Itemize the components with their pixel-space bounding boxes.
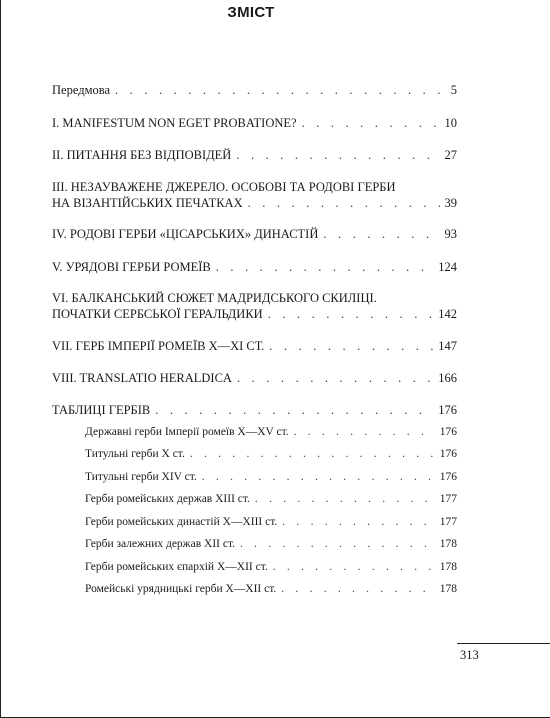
dot-leader [237, 370, 433, 386]
toc-entry [52, 179, 457, 211]
toc-subentry-title: Герби ромейських династій X—XIII ст. [85, 516, 278, 528]
toc-page-number: 176 [439, 448, 457, 460]
toc-page-number: 178 [439, 561, 457, 573]
toc-subentry [52, 446, 457, 462]
toc-entry [52, 290, 457, 322]
footer-rule [457, 643, 550, 644]
dot-leader [248, 195, 440, 211]
toc-entry-title: ТАБЛИЦІ ГЕРБІВ [52, 403, 151, 417]
toc-entry-title: IV. РОДОВІ ГЕРБИ «ЦІСАРСЬКИХ» ДИНАСТІЙ [52, 227, 319, 241]
toc-page-number: 177 [439, 493, 457, 505]
toc-page-number: 176 [439, 426, 457, 438]
toc-entry-title: I. MANIFESTUM NON EGET PROBATIONE? [52, 116, 297, 130]
toc-subentry-title: Титульні герби X ст. [85, 448, 185, 460]
dot-leader [294, 424, 435, 440]
toc-entry [52, 338, 457, 354]
toc-page-number: 177 [439, 516, 457, 528]
page-title: ЗМІСТ [227, 4, 275, 21]
toc-subentry [52, 536, 457, 552]
toc-entry-title: III. НЕЗАУВАЖЕНЕ ДЖЕРЕЛО. ОСОБОВІ ТА РОДОВІ ГЕРБИ [52, 180, 396, 194]
toc-entry [52, 402, 457, 418]
dot-leader [273, 559, 435, 575]
toc-page-number: 124 [438, 260, 457, 274]
toc-subentry-title: Ромейські урядницькі герби X—XII ст. [85, 583, 277, 595]
dot-leader [115, 82, 446, 98]
toc-page-number: 93 [444, 227, 457, 241]
toc-entry-title: II. ПИТАННЯ БЕЗ ВІДПОВІДЕЙ [52, 148, 232, 162]
toc-entry-title: V. УРЯДОВІ ГЕРБИ РОМЕЇВ [52, 260, 211, 274]
toc-page-number: 147 [438, 339, 457, 353]
toc-entry [52, 370, 457, 386]
toc-subentry [52, 559, 457, 575]
toc-page-number: 176 [439, 471, 457, 483]
toc-subentry-title: Титульні герби XIV ст. [85, 471, 197, 483]
dot-leader [268, 306, 434, 322]
dot-leader [255, 491, 435, 507]
dot-leader [240, 536, 435, 552]
dot-leader [302, 115, 440, 131]
toc-subentry [52, 469, 457, 485]
toc-subentry [52, 581, 457, 597]
toc-entry-title: Передмова [52, 83, 111, 97]
dot-leader [282, 514, 434, 530]
toc-subentry-title: Герби ромейських єпархій X—XII ст. [85, 561, 268, 573]
page-number: 313 [460, 648, 479, 662]
toc-page-number: 5 [450, 83, 457, 97]
toc-page-number: 166 [438, 371, 457, 385]
toc-subentry-title: Герби ромейських держав XIII ст. [85, 493, 250, 505]
toc-page-number: 176 [438, 403, 457, 417]
toc-subentry [52, 424, 457, 440]
toc-page-number: 10 [444, 116, 457, 130]
toc-subentry-title: Герби залежних держав XII ст. [85, 538, 236, 550]
toc-entry [52, 259, 457, 275]
dot-leader [190, 446, 435, 462]
toc-entry-title: VII. ГЕРБ ІМПЕРІЇ РОМЕЇВ X—XI СТ. [52, 339, 265, 353]
dot-leader [323, 226, 439, 242]
dot-leader [155, 402, 433, 418]
toc-entry-title-continued: ПОЧАТКИ СЕРБСЬКОЇ ГЕРАЛЬДИКИ [52, 307, 263, 321]
toc-page-number: 27 [444, 148, 457, 162]
toc-entry-title-continued: НА ВІЗАНТІЙСЬКИХ ПЕЧАТКАХ [52, 196, 243, 210]
toc-entry [52, 147, 457, 163]
toc-subentry [52, 514, 457, 530]
toc-page-number: 178 [439, 583, 457, 595]
dot-leader [269, 338, 433, 354]
toc-entry [52, 82, 457, 98]
toc-entry [52, 226, 457, 242]
dot-leader [236, 147, 439, 163]
toc-page-number: 142 [438, 307, 457, 321]
toc-entry-title: VIII. TRANSLATIO HERALDICA [52, 371, 232, 385]
toc-page-number: 178 [439, 538, 457, 550]
toc-subentry-title: Державні герби Імперії ромеїв X—XV ст. [85, 426, 289, 438]
toc-entry [52, 115, 457, 131]
toc-page-number: 39 [444, 196, 457, 210]
dot-leader [216, 259, 434, 275]
toc-entry-title: VI. БАЛКАНСЬКИЙ СЮЖЕТ МАДРИДСЬКОГО СКИЛІЦІ. [52, 291, 377, 305]
dot-leader [281, 581, 434, 597]
dot-leader [202, 469, 435, 485]
toc-subentry [52, 491, 457, 507]
